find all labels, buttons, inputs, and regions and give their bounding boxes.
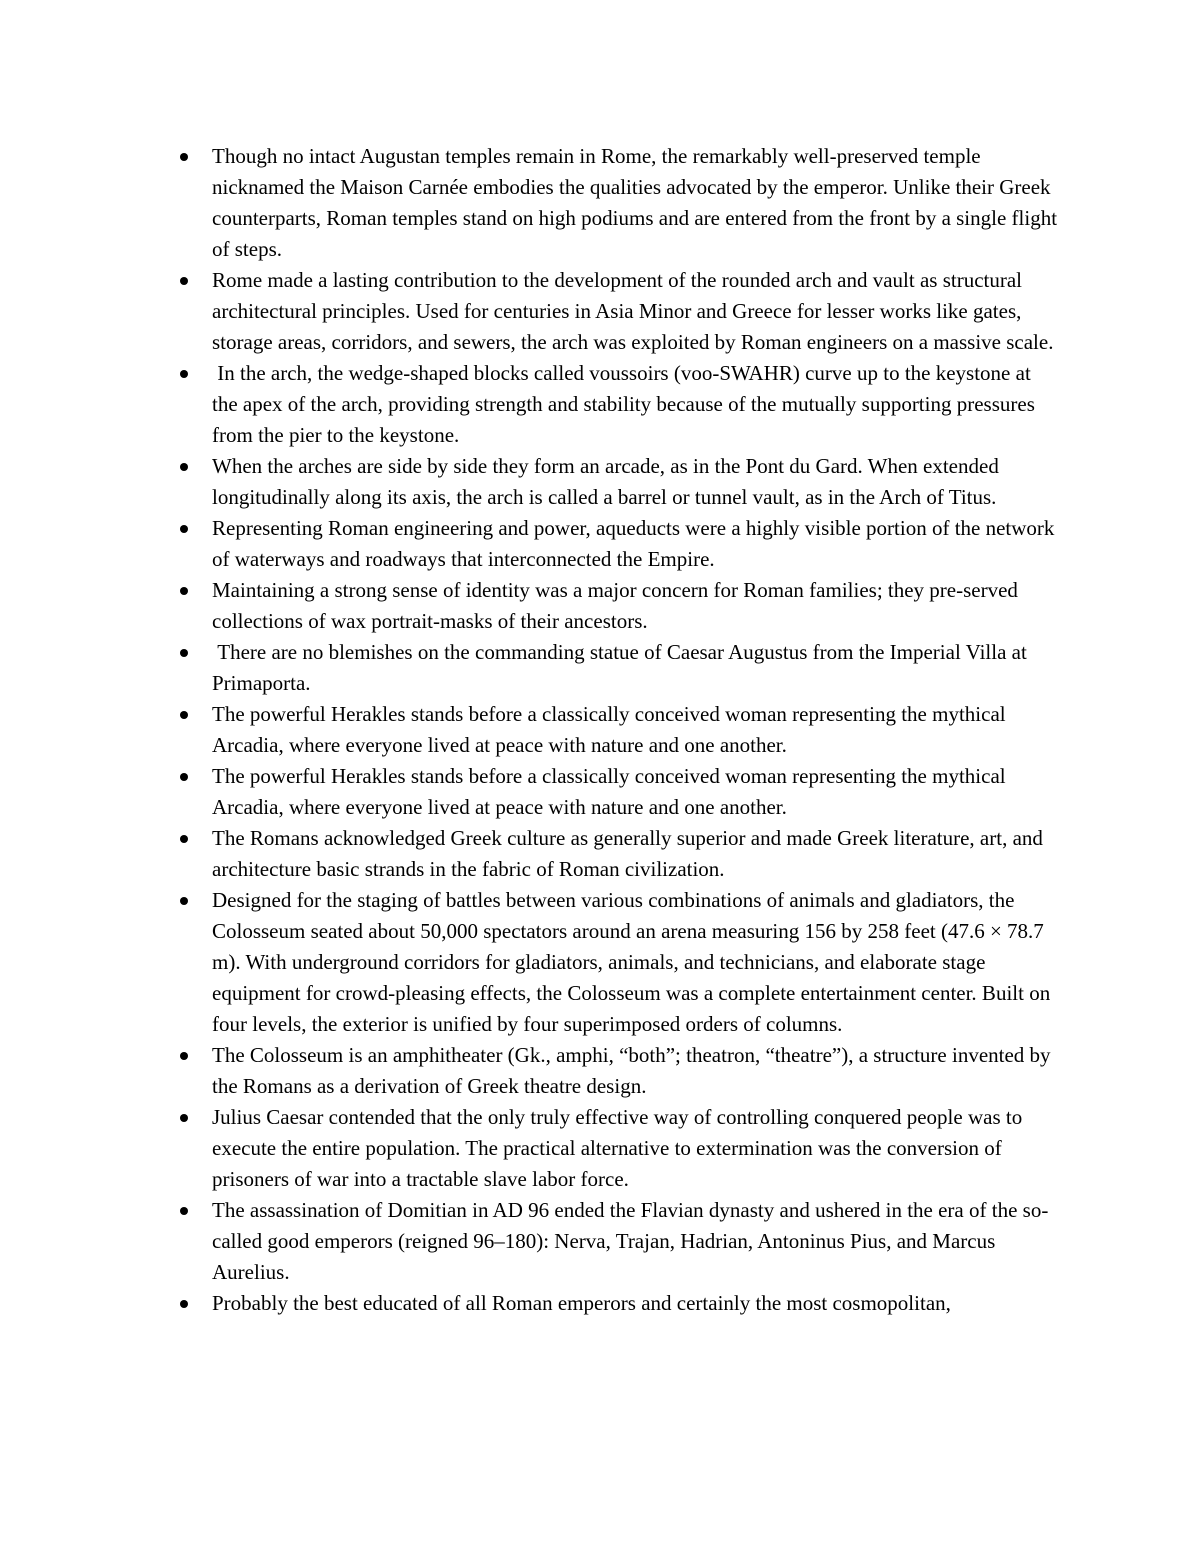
- list-item: [160, 451, 1060, 513]
- list-item-text: The Colosseum is an amphitheater (Gk., amphi, “both”; theatron, “theatre”), a structure invented by the Romans as a derivation of Greek theatre design.: [212, 1043, 1056, 1098]
- list-item-text: In the arch, the wedge-shaped blocks called voussoirs (voo-SWAHR) curve up to the keystone at the apex of the arch, providing strength and stability because of the mutually supporting pressures from the pier to the keystone.: [212, 361, 1041, 447]
- list-item: [160, 823, 1060, 885]
- list-item-text: Julius Caesar contended that the only truly effective way of controlling conquered people was to execute the entire population. The practical alternative to extermination was the conversion of prisoners of war into a tractable slave labor force.: [212, 1105, 1028, 1191]
- list-item: [160, 1040, 1060, 1102]
- list-item-text: Probably the best educated of all Roman emperors and certainly the most cosmopolitan,: [212, 1291, 951, 1315]
- list-item-text: The Romans acknowledged Greek culture as generally superior and made Greek literature, art, and architecture basic strands in the fabric of Roman civilization.: [212, 826, 1049, 881]
- list-item: [160, 637, 1060, 699]
- bullet-icon: [180, 1052, 188, 1060]
- bullet-icon: [180, 1114, 188, 1122]
- list-item: [160, 1195, 1060, 1288]
- list-item: [160, 265, 1060, 358]
- bullet-icon: [180, 153, 188, 161]
- list-item: [160, 513, 1060, 575]
- bullet-icon: [180, 711, 188, 719]
- bullet-icon: [180, 773, 188, 781]
- list-item: [160, 761, 1060, 823]
- bullet-icon: [180, 370, 188, 378]
- list-item-text: The powerful Herakles stands before a classically conceived woman representing the mythical Arcadia, where everyone lived at peace with nature and one another.: [212, 764, 1010, 819]
- bullet-list: [160, 141, 1063, 1319]
- list-item: [160, 1102, 1060, 1195]
- list-item-text: Though no intact Augustan temples remain in Rome, the remarkably well-preserved temple nicknamed the Maison Carnée embodies the qualities advocated by the emperor. Unlike their Greek counterparts, Roman temples stand on high podiums and are entered from the front by a single flight of steps.: [212, 144, 1063, 261]
- list-item-text: There are no blemishes on the commanding statue of Caesar Augustus from the Imperial Villa at Primaporta.: [212, 640, 1033, 695]
- bullet-icon: [180, 835, 188, 843]
- bullet-icon: [180, 525, 188, 533]
- bullet-icon: [180, 1300, 188, 1308]
- list-item-text: Representing Roman engineering and power, aqueducts were a highly visible portion of the network of waterways and roadways that interconnected the Empire.: [212, 516, 1060, 571]
- bullet-icon: [180, 897, 188, 905]
- list-item: [160, 358, 1060, 451]
- list-item: [160, 885, 1060, 1040]
- list-item-text: The assassination of Domitian in AD 96 ended the Flavian dynasty and ushered in the era of the so-called good emperors (reigned 96–180): Nerva, Trajan, Hadrian, Antoninus Pius, and Marcus Aurelius.: [212, 1198, 1049, 1284]
- list-item-text: The powerful Herakles stands before a classically conceived woman representing the mythical Arcadia, where everyone lived at peace with nature and one another.: [212, 702, 1010, 757]
- list-item: [160, 141, 1063, 265]
- bullet-icon: [180, 1207, 188, 1215]
- list-item: [160, 575, 1060, 637]
- list-item: [160, 1288, 1060, 1319]
- list-item-text: Maintaining a strong sense of identity was a major concern for Roman families; they pre-served collections of wax portrait-masks of their ancestors.: [212, 578, 1024, 633]
- list-item-text: Designed for the staging of battles between various combinations of animals and gladiators, the Colosseum seated about 50,000 spectators around an arena measuring 156 by 258 feet (47.6 × 78.7 m). With underground corridors for gladiators, animals, and technicians, and elaborate stage equipment for crowd-pleasing effects, the Colosseum was a complete entertainment center. Built on four levels, the exterior is unified by four superimposed orders of columns.: [212, 888, 1056, 1036]
- bullet-icon: [180, 587, 188, 595]
- list-item-text: Rome made a lasting contribution to the development of the rounded arch and vault as structural architectural principles. Used for centuries in Asia Minor and Greece for lesser works like gates, storage areas, corridors, and sewers, the arch was exploited by Roman engineers on a massive scale.: [212, 268, 1054, 354]
- list-item: [160, 699, 1060, 761]
- bullet-icon: [180, 649, 188, 657]
- bullet-icon: [180, 463, 188, 471]
- list-item-text: When the arches are side by side they form an arcade, as in the Pont du Gard. When extended longitudinally along its axis, the arch is called a barrel or tunnel vault, as in the Arch of Titus.: [212, 454, 1005, 509]
- bullet-icon: [180, 277, 188, 285]
